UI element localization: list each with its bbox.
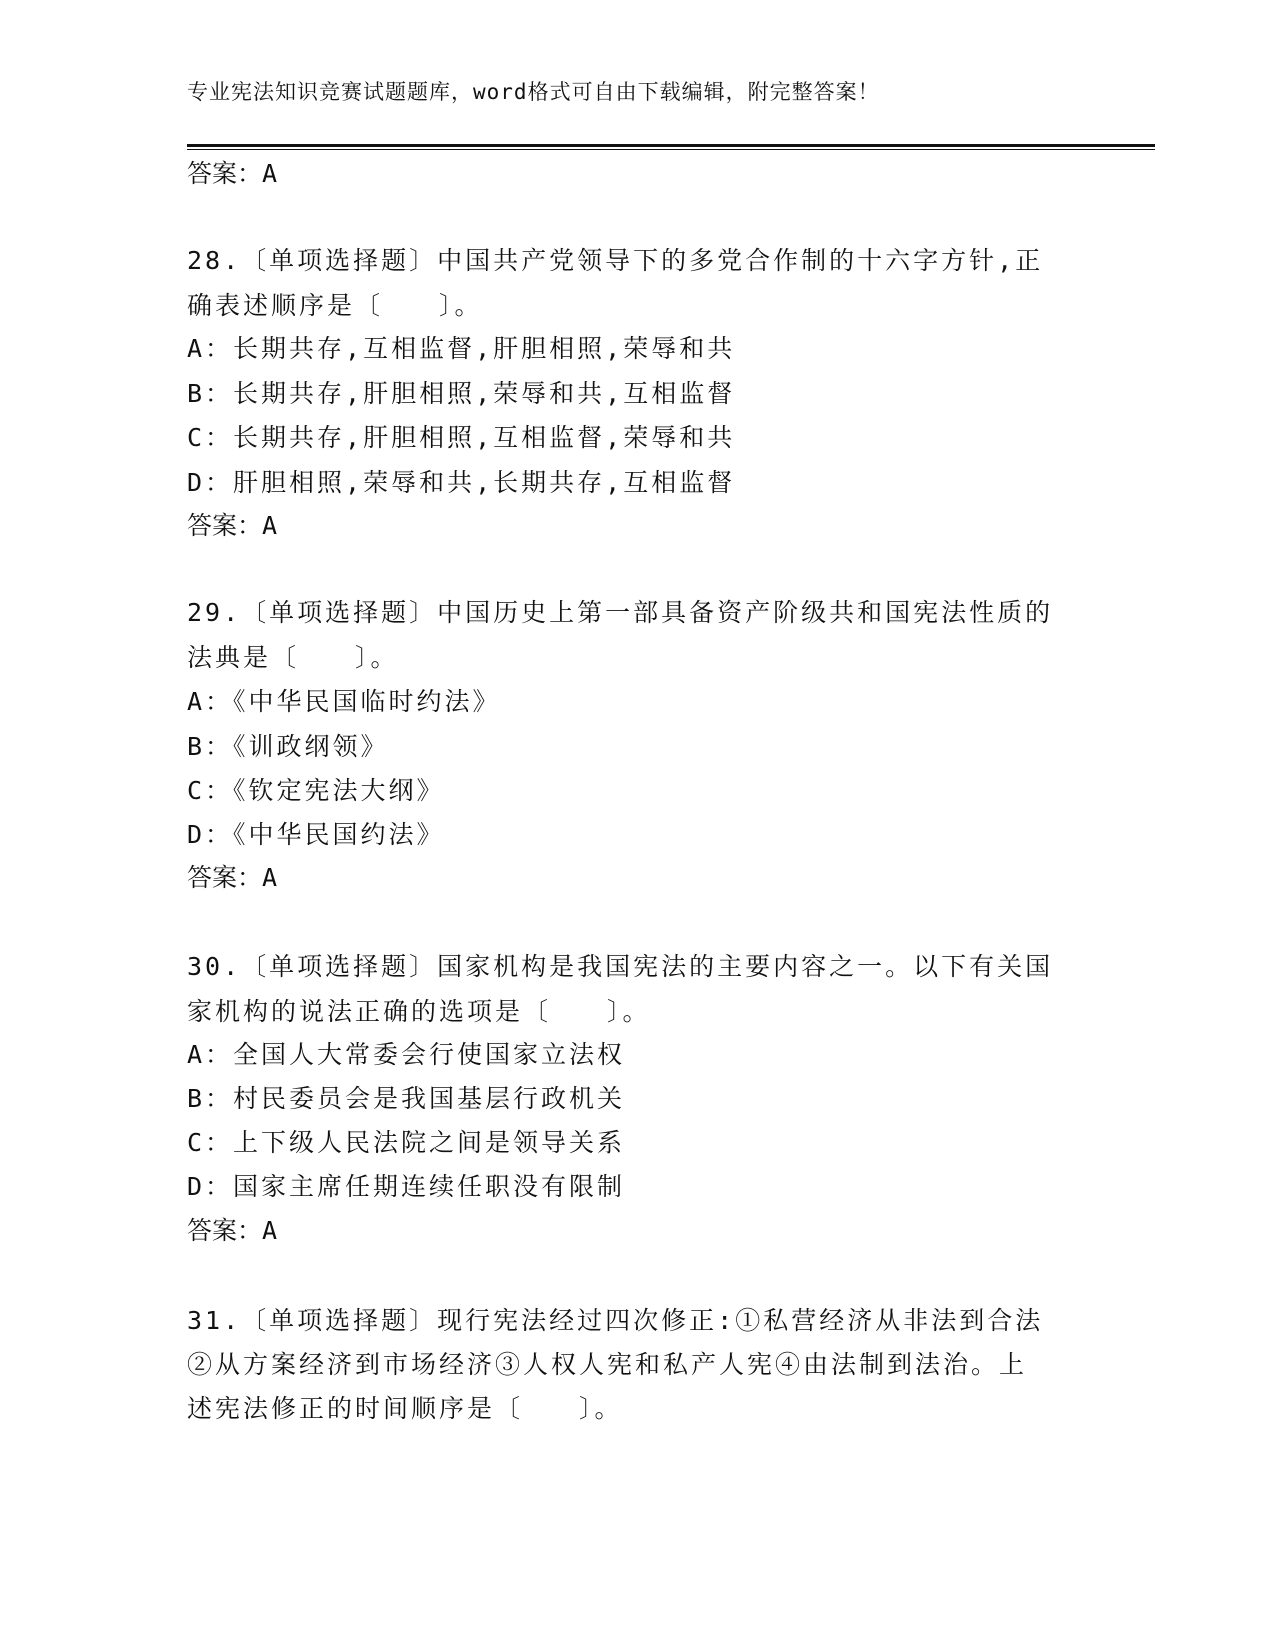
question-29-text-cont: 法典是〔 〕。	[187, 643, 399, 672]
question-29-answer	[187, 862, 277, 894]
page-header: 专业宪法知识竞赛试题题库，word格式可自由下载编辑，附完整答案！	[187, 80, 880, 104]
answer-value: A	[262, 863, 278, 892]
question-28-text-cont: 确表述顺序是〔 〕。	[187, 291, 483, 320]
answer-label: 答案：	[187, 863, 263, 892]
question-28-option-d: D：肝胆相照,荣辱和共,长期共存,互相监督	[187, 468, 736, 497]
question-30-option-a: A：全国人大常委会行使国家立法权	[187, 1040, 626, 1069]
question-28-option-c: C：长期共存,肝胆相照,互相监督,荣辱和共	[187, 423, 736, 452]
question-30-option-c: C：上下级人民法院之间是领导关系	[187, 1128, 626, 1157]
question-29-option-d: D：《中华民国约法》	[187, 820, 445, 849]
question-31-text-cont2: 述宪法修正的时间顺序是〔 〕。	[187, 1394, 623, 1423]
answer-label: 答案：	[187, 1216, 263, 1245]
question-28-option-b: B：长期共存,肝胆相照,荣辱和共,互相监督	[187, 379, 736, 408]
question-28-option-a: A：长期共存,互相监督,肝胆相照,荣辱和共	[187, 334, 736, 363]
question-31-text-cont: ②从方案经济到市场经济③人权人宪和私产人宪④由法制到法治。上	[187, 1350, 1028, 1379]
question-30-text: 30.〔单项选择题〕国家机构是我国宪法的主要内容之一。以下有关国	[187, 952, 1054, 981]
header-rule-thin	[187, 149, 1155, 150]
question-29-option-b: B：《训政纲领》	[187, 732, 389, 761]
question-30-option-b: B：村民委员会是我国基层行政机关	[187, 1084, 626, 1113]
question-31-text: 31.〔单项选择题〕现行宪法经过四次修正:①私营经济从非法到合法	[187, 1306, 1044, 1335]
answer-value: A	[262, 511, 278, 540]
question-30-answer	[187, 1215, 277, 1247]
question-29-option-a: A：《中华民国临时约法》	[187, 687, 501, 716]
answer-line	[187, 158, 277, 190]
question-30-text-cont: 家机构的说法正确的选项是〔 〕。	[187, 997, 651, 1026]
question-29-option-c: C：《钦定宪法大纲》	[187, 776, 445, 805]
header-rule-thick	[187, 144, 1155, 147]
answer-label: 答案：	[187, 511, 263, 540]
answer-value: A	[262, 159, 278, 188]
answer-label: 答案：	[187, 159, 263, 188]
question-30-option-d: D：国家主席任期连续任职没有限制	[187, 1172, 626, 1201]
question-29-text: 29.〔单项选择题〕中国历史上第一部具备资产阶级共和国宪法性质的	[187, 598, 1054, 627]
answer-value: A	[262, 1216, 278, 1245]
question-28-answer	[187, 510, 277, 542]
question-28-text: 28.〔单项选择题〕中国共产党领导下的多党合作制的十六字方针,正	[187, 246, 1044, 275]
